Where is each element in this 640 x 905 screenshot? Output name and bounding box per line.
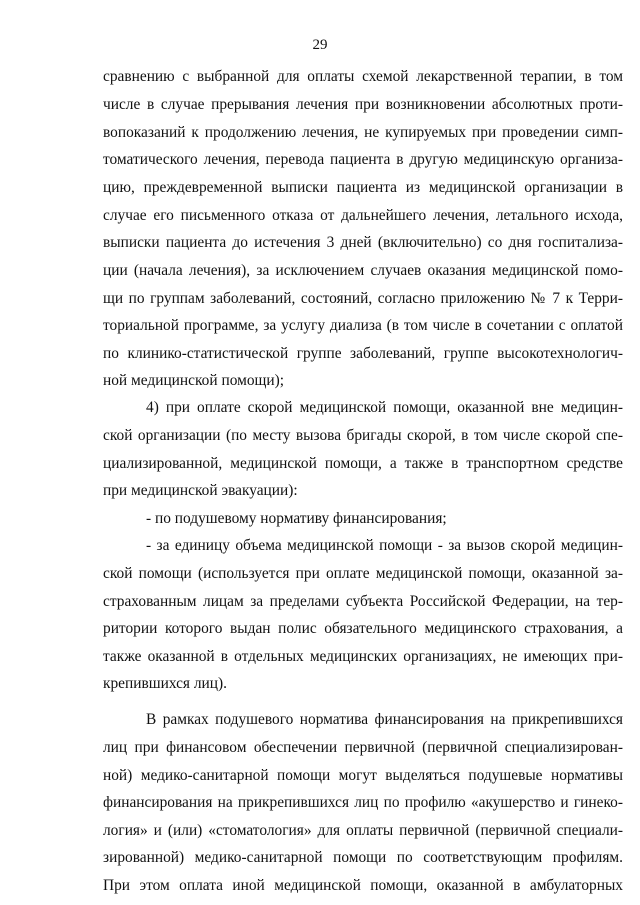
text-line: цию, преждевременной выписки пациента из медицинской организации в	[103, 179, 623, 196]
text-line: страхованным лицам за пределами субъекта Российской Федерации, на тер-	[103, 593, 623, 610]
text-line: - по подушевому нормативу финансирования;	[146, 510, 447, 527]
text-line: при медицинской эвакуации):	[103, 482, 298, 499]
text-line: по клинико-статистической группе заболеваний, группе высокотехнологич-	[103, 345, 623, 362]
text-line: лиц при финансовом обеспечении первичной (первичной специализирован-	[103, 739, 623, 756]
text-line: сравнению с выбранной для оплаты схемой лекарственной терапии, в том	[103, 68, 623, 85]
text-line: также оказанной в отдельных медицинских организациях, не имеющих при-	[103, 648, 623, 665]
text-line: томатического лечения, перевода пациента в другую медицинскую организа-	[103, 151, 623, 168]
text-line: ской организации (по месту вызова бригады скорой, в том числе скорой спе-	[103, 427, 623, 444]
text-line: финансирования на прикрепившихся лиц по профилю «акушерство и гинеко-	[103, 794, 623, 811]
text-line: При этом оплата иной медицинской помощи, оказанной в амбулаторных	[103, 877, 623, 894]
text-line: ритории которого выдан полис обязательного медицинского страхования, а	[103, 620, 623, 637]
text-line: выписки пациента до истечения 3 дней (включительно) со дня госпитализа-	[103, 234, 623, 251]
text-line: ции (начала лечения), за исключением случаев оказания медицинской помо-	[103, 262, 623, 279]
text-line: крепившихся лиц).	[103, 675, 227, 692]
text-line: ской помощи (используется при оплате медицинской помощи, оказанной за-	[103, 565, 623, 582]
text-line: щи по группам заболеваний, состояний, согласно приложению № 7 к Терри-	[103, 290, 623, 307]
text-line: логия» и (или) «стоматология» для оплаты первичной (первичной специали-	[103, 822, 623, 839]
text-line: 4) при оплате скорой медицинской помощи, оказанной вне медицин-	[146, 399, 623, 416]
text-line: случае его письменного отказа от дальнейшего лечения, летального исхода,	[103, 207, 623, 224]
text-line: ной) медико-санитарной помощи могут выделяться подушевые нормативы	[103, 767, 623, 784]
text-line: зированной) медико-санитарной помощи по соответствующим профилям.	[103, 849, 623, 866]
text-line: циализированной, медицинской помощи, а также в транспортном средстве	[103, 455, 623, 472]
text-line: вопоказаний к продолжению лечения, не купируемых при проведении симп-	[103, 124, 623, 141]
text-line: ной медицинской помощи);	[103, 372, 285, 389]
page-number: 29	[312, 37, 328, 53]
text-line: ториальной программе, за услугу диализа (в том числе в сочетании с оплатой	[103, 317, 623, 334]
text-line: - за единицу объема медицинской помощи - за вызов скорой медицин-	[146, 537, 623, 554]
text-line: В рамках подушевого норматива финансирования на прикрепившихся	[146, 711, 623, 728]
text-line: числе в случае прерывания лечения при возникновении абсолютных проти-	[103, 96, 623, 113]
